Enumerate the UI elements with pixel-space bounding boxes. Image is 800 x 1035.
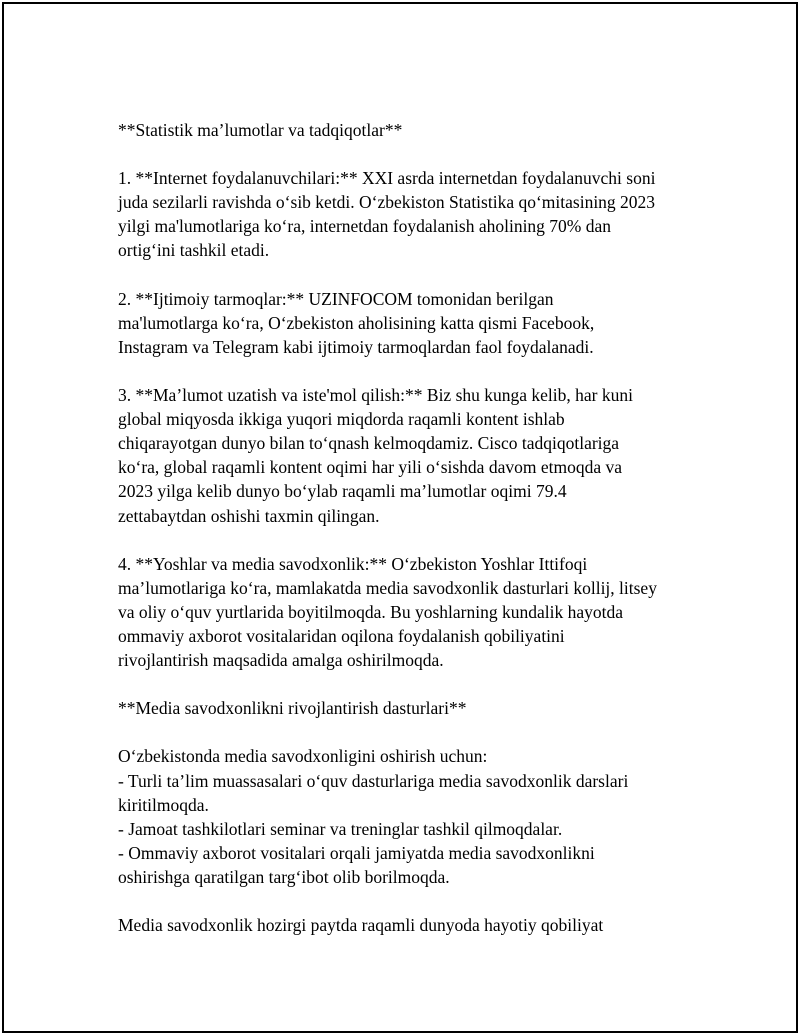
paragraph-line: O‘zbekistonda media savodxonligini oshirish uchun: xyxy=(118,746,488,767)
section-heading-statistics xyxy=(118,118,758,142)
heading-line: **Statistik ma’lumotlar va tadqiqotlar** xyxy=(118,120,403,140)
document-body xyxy=(118,118,758,937)
list-item-youth-media-literacy xyxy=(118,552,758,672)
list-item-social-networks xyxy=(118,287,758,359)
paragraph-line: ortig‘ini tashkil etadi. xyxy=(118,240,270,261)
paragraph-line: ma'lumotlarga ko‘ra, O‘zbekiston aholisining katta qismi Facebook, xyxy=(118,312,595,333)
paragraph-line: Instagram va Telegram kabi ijtimoiy tarmoqlardan faol foydalanadi. xyxy=(118,336,594,357)
bullet-line: - Jamoat tashkilotlari seminar va treninglar tashkil qilmoqdalar. xyxy=(118,818,563,839)
paragraph-line: chiqarayotgan dunyo bilan to‘qnash kelmoqdamiz. Cisco tadqiqotlariga xyxy=(118,433,620,454)
programs-list xyxy=(118,744,758,889)
bullet-line: - Ommaviy axborot vositalari orqali jamiyatda media savodxonlikni xyxy=(118,842,595,863)
list-item-data-transfer xyxy=(118,383,758,528)
paragraph-line: ma’lumotlariga ko‘ra, mamlakatda media savodxonlik dasturlari kollij, litsey xyxy=(118,577,657,598)
bullet-line: - Turli ta’lim muassasalari o‘quv dasturlariga media savodxonlik darslari xyxy=(118,770,629,791)
list-item-internet-users xyxy=(118,166,758,262)
paragraph-line: 2. **Ijtimoiy tarmoqlar:** UZINFOCOM tomonidan berilgan xyxy=(118,288,554,309)
section-heading-programs xyxy=(118,696,758,720)
heading-line: **Media savodxonlikni rivojlantirish dasturlari** xyxy=(118,698,467,719)
paragraph-line: ommaviy axborot vositalaridan oqilona foydalanish qobiliyatini xyxy=(118,625,565,646)
paragraph-line: ko‘ra, global raqamli kontent oqimi har yili o‘sishda davom etmoqda va xyxy=(118,457,622,478)
paragraph-line: Media savodxonlik hozirgi paytda raqamli dunyoda hayotiy qobiliyat xyxy=(118,915,604,936)
paragraph-line: 3. **Ma’lumot uzatish va iste'mol qilish:** Biz shu kunga kelib, har kuni xyxy=(118,385,633,406)
paragraph-line: 4. **Yoshlar va media savodxonlik:** O‘zbekiston Yoshlar Ittifoqi xyxy=(118,553,588,574)
paragraph-line: zettabaytdan oshishi taxmin qilingan. xyxy=(118,505,380,526)
bullet-line: kiritilmoqda. xyxy=(118,794,209,815)
paragraph-line: yilgi ma'lumotlariga ko‘ra, internetdan foydalanish aholining 70% dan xyxy=(118,216,612,237)
paragraph-line: rivojlantirish maqsadida amalga oshirilmoqda. xyxy=(118,650,444,671)
paragraph-line: va oliy o‘quv yurtlarida boyitilmoqda. Bu yoshlarning kundalik hayotda xyxy=(118,601,623,622)
bullet-line: oshirishga qaratilgan targ‘ibot olib borilmoqda. xyxy=(118,866,450,887)
closing-paragraph xyxy=(118,913,758,937)
paragraph-line: juda sezilarli ravishda o‘sib ketdi. O‘zbekiston Statistika qo‘mitasining 2023 xyxy=(118,192,656,213)
paragraph-line: 1. **Internet foydalanuvchilari:** XXI asrda internetdan foydalanuvchi soni xyxy=(118,168,656,189)
paragraph-line: global miqyosda ikkiga yuqori miqdorda raqamli kontent ishlab xyxy=(118,409,565,430)
paragraph-line: 2023 yilga kelib dunyo bo‘ylab raqamli ma’lumotlar oqimi 79.4 xyxy=(118,481,567,502)
